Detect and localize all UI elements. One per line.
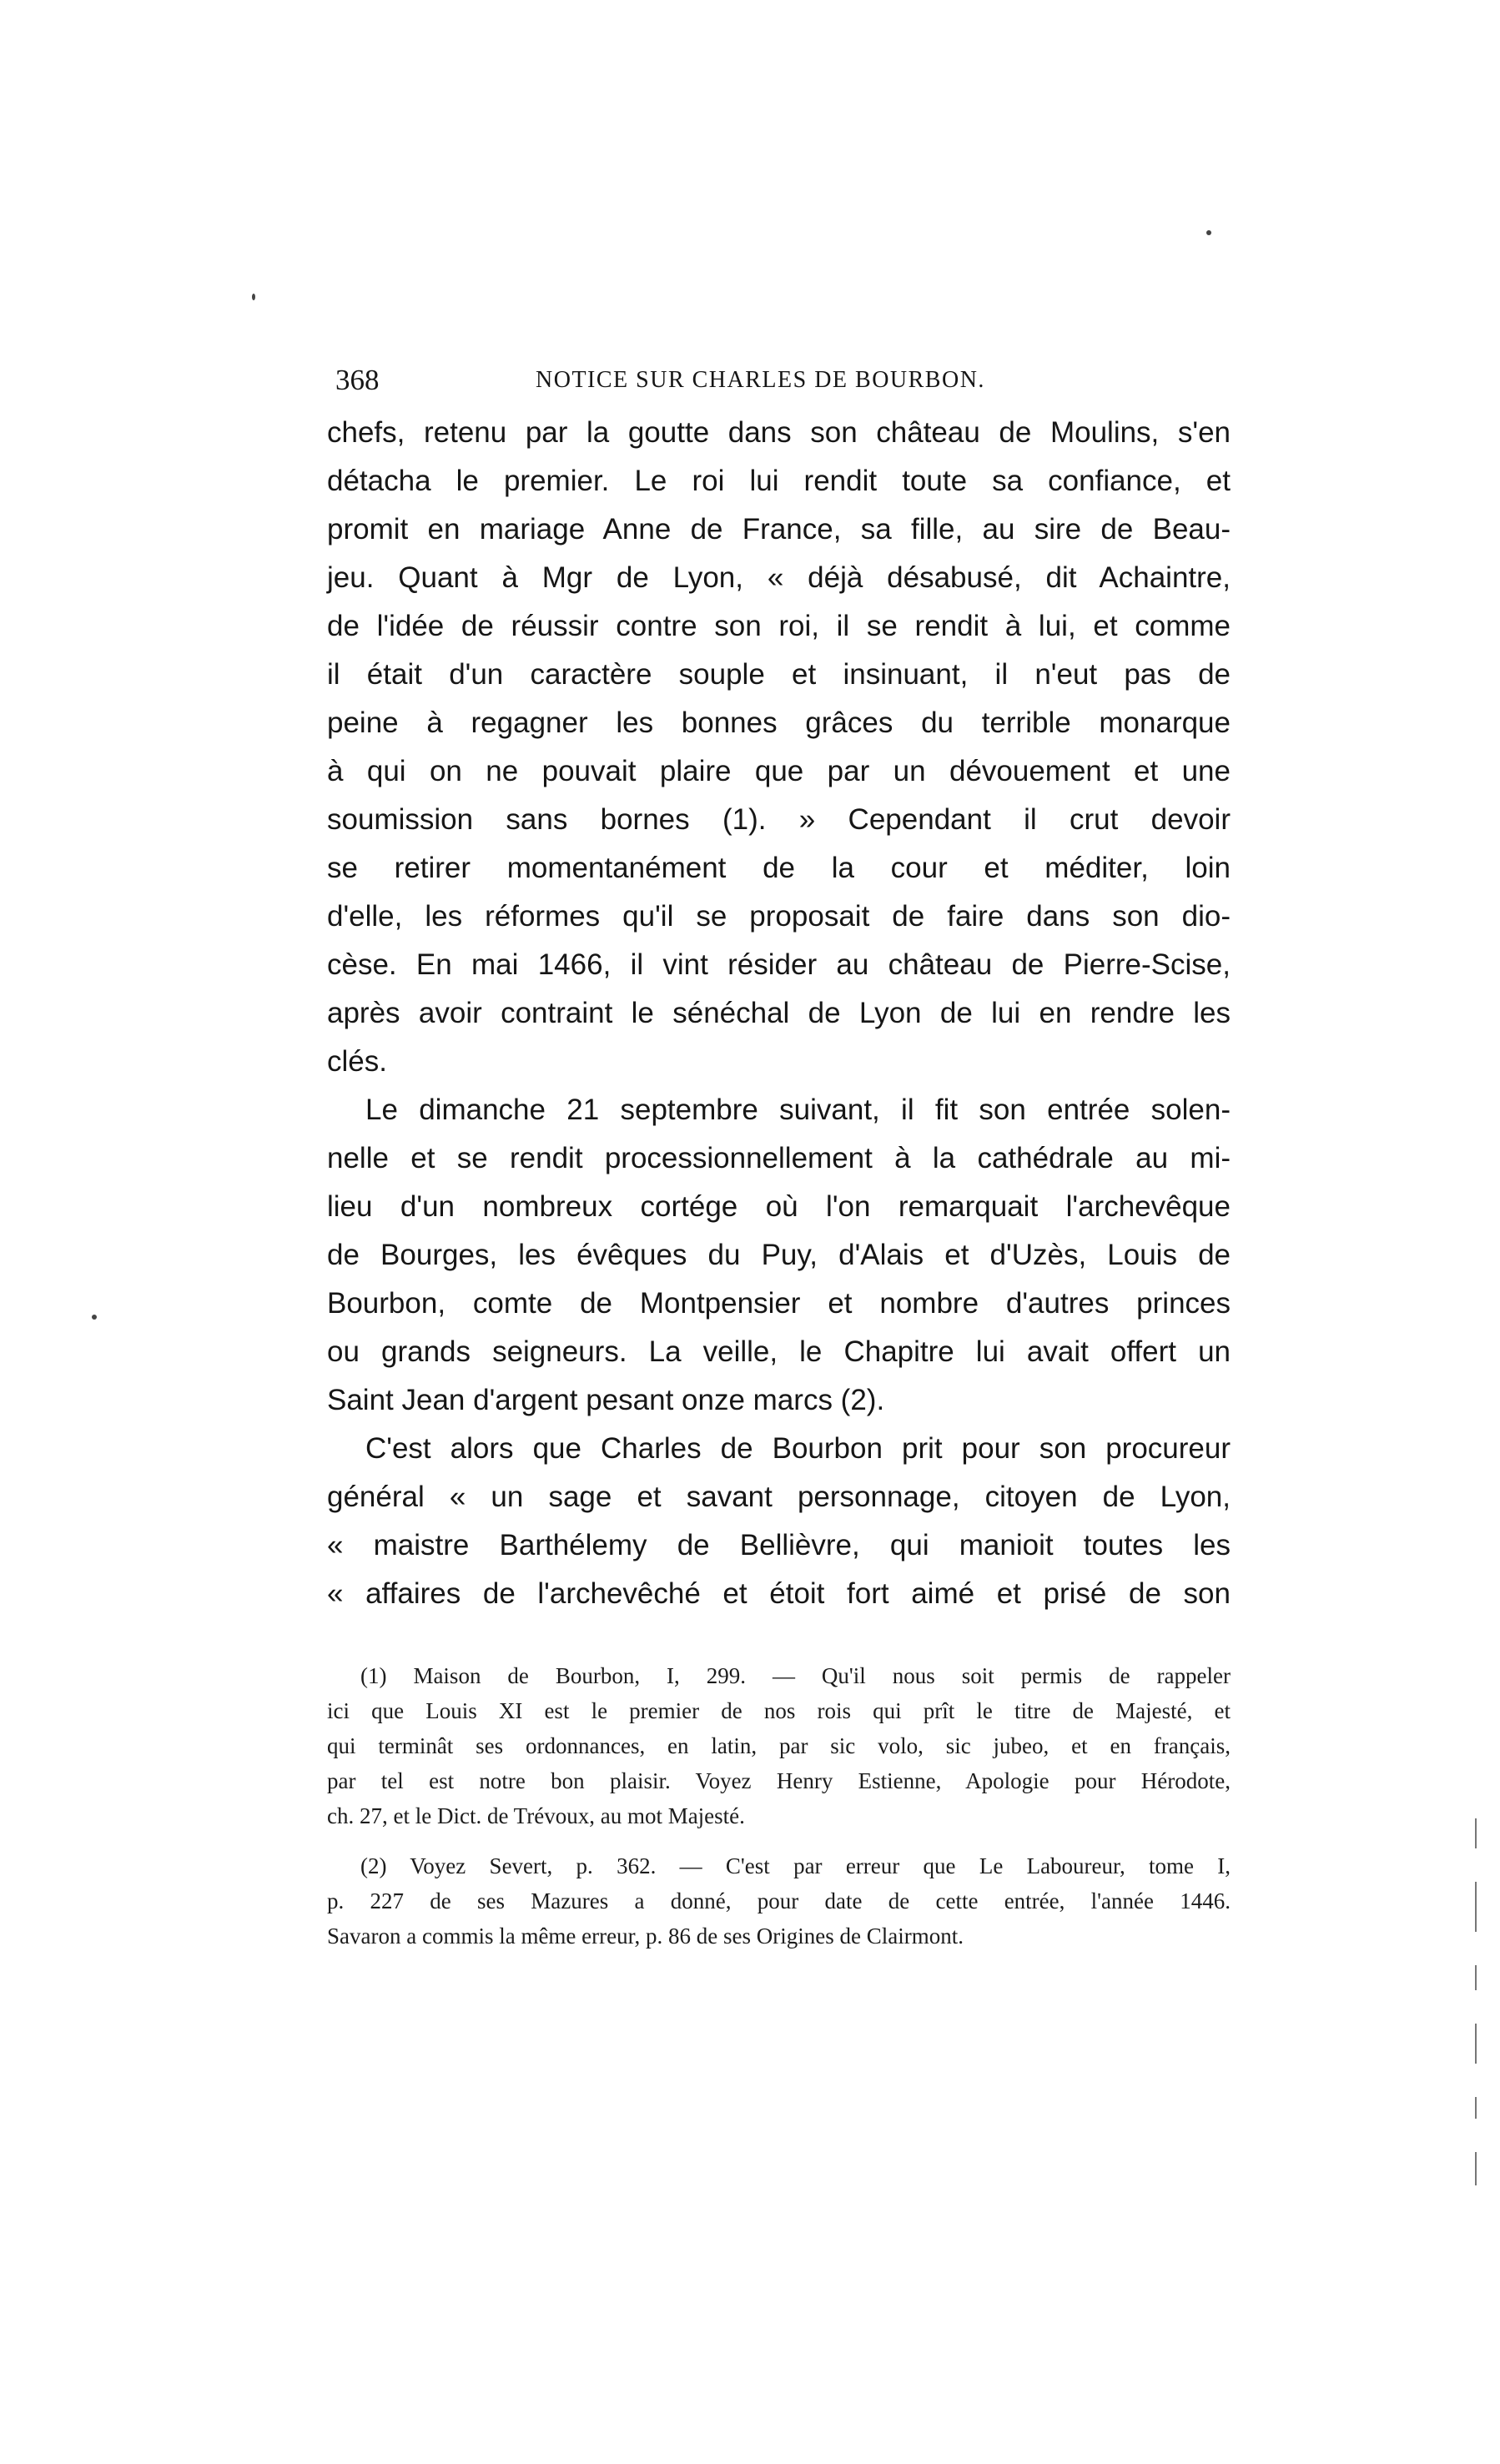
footnote-line: (1) Maison de Bourbon, I, 299. — Qu'il nous soit permis de rappeler (360, 1663, 1231, 1688)
footnote-line: Savaron a commis la même erreur, p. 86 de ses Origines de Clairmont. (327, 1923, 964, 1949)
text-line: détacha le premier. Le roi lui rendit toute sa confiance, et (327, 465, 1231, 497)
text-line: « affaires de l'archevêché et étoit fort aimé et prisé de son (327, 1577, 1231, 1610)
text-line: de l'idée de réussir contre son roi, il se rendit à lui, et comme (327, 610, 1231, 642)
footnote-line: qui terminât ses ordonnances, en latin, par sic volo, sic jubeo, et en français, (327, 1733, 1231, 1758)
scan-speck (1206, 230, 1211, 235)
running-head (335, 364, 1232, 400)
text-line: jeu. Quant à Mgr de Lyon, « déjà désabusé, dit Achaintre, (327, 561, 1231, 594)
text-line: après avoir contraint le sénéchal de Lyon de lui en rendre les (327, 997, 1231, 1029)
text-line: peine à regagner les bonnes grâces du terrible monarque (327, 707, 1231, 739)
text-line: nelle et se rendit processionnellement à la cathédrale au mi- (327, 1142, 1231, 1174)
body-text (327, 409, 1231, 1618)
scan-edge-marks (1475, 1818, 1482, 2402)
text-line: cèse. En mai 1466, il vint résider au château de Pierre-Scise, (327, 948, 1231, 981)
text-line: Le dimanche 21 septembre suivant, il fit son entrée solen- (365, 1094, 1231, 1126)
running-title: NOTICE SUR CHARLES DE BOURBON. (536, 367, 985, 393)
footnote-line: ch. 27, et le Dict. de Trévoux, au mot Majesté. (327, 1803, 745, 1828)
text-line: promit en mariage Anne de France, sa fille, au sire de Beau- (327, 513, 1231, 546)
footnotes (327, 1658, 1231, 1954)
text-line: d'elle, les réformes qu'il se proposait de faire dans son dio- (327, 900, 1231, 933)
text-line: chefs, retenu par la goutte dans son château de Moulins, s'en (327, 416, 1231, 449)
footnote-line: par tel est notre bon plaisir. Voyez Henry Estienne, Apologie pour Hérodote, (327, 1768, 1231, 1793)
text-line: Saint Jean d'argent pesant onze marcs (2). (327, 1384, 885, 1416)
scan-speck (92, 1315, 97, 1320)
footnote-line: ici que Louis XI est le premier de nos rois qui prît le titre de Majesté, et (327, 1698, 1231, 1723)
text-line: soumission sans bornes (1). » Cependant il crut devoir (327, 803, 1231, 836)
text-line: général « un sage et savant personnage, citoyen de Lyon, (327, 1481, 1231, 1513)
footnote-line: (2) Voyez Severt, p. 362. — C'est par erreur que Le Laboureur, tome I, (360, 1853, 1231, 1878)
text-line: à qui on ne pouvait plaire que par un dévouement et une (327, 755, 1231, 787)
text-line: se retirer momentanément de la cour et méditer, loin (327, 852, 1231, 884)
text-line: Bourbon, comte de Montpensier et nombre d'autres princes (327, 1287, 1231, 1320)
text-line: clés. (327, 1045, 387, 1078)
scan-speck (252, 294, 255, 300)
text-line: il était d'un caractère souple et insinuant, il n'eut pas de (327, 658, 1231, 691)
text-line: C'est alors que Charles de Bourbon prit pour son procureur (365, 1432, 1231, 1465)
text-line: de Bourges, les évêques du Puy, d'Alais et d'Uzès, Louis de (327, 1239, 1231, 1271)
text-line: « maistre Barthélemy de Bellièvre, qui manioit toutes les (327, 1529, 1231, 1561)
text-line: lieu d'un nombreux cortége où l'on remarquait l'archevêque (327, 1190, 1231, 1223)
text-line: ou grands seigneurs. La veille, le Chapitre lui avait offert un (327, 1335, 1231, 1368)
page-number: 368 (335, 364, 380, 396)
footnote-line: p. 227 de ses Mazures a donné, pour date de cette entrée, l'année 1446. (327, 1888, 1231, 1913)
